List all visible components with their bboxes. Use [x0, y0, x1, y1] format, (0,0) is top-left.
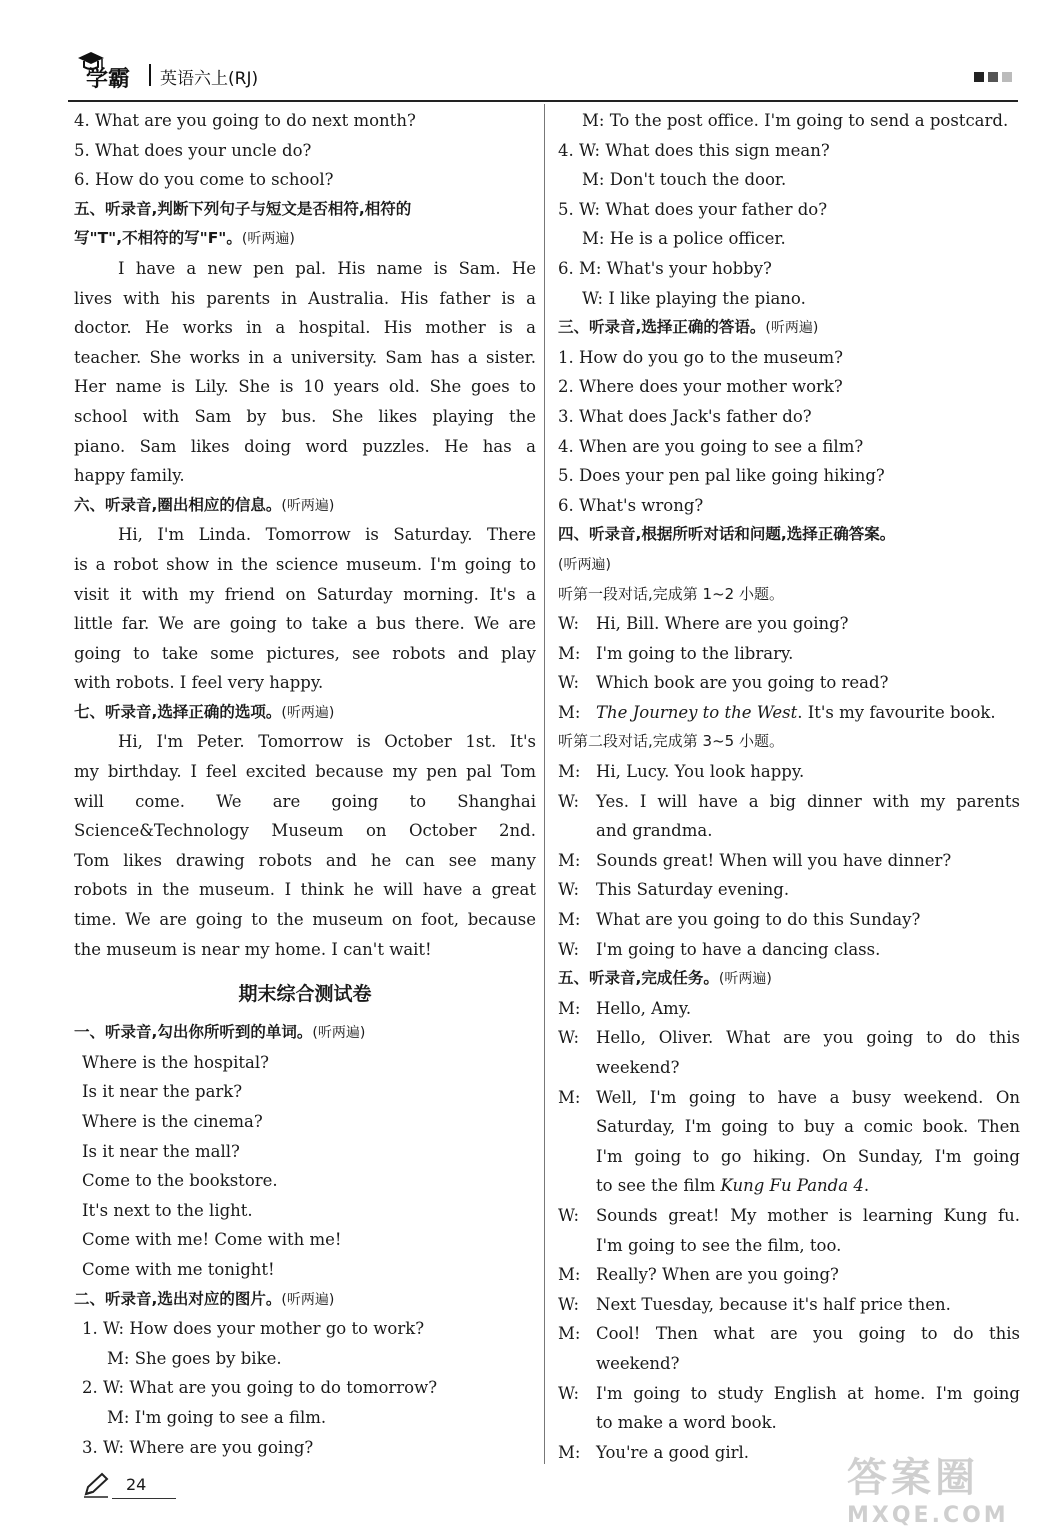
- passage-line: robots in the museum. I think he will have a great: [74, 880, 536, 900]
- dialogue-line: M: Sounds great! When will you have dinner?: [558, 850, 952, 870]
- list-item: 3. W: Where are you going?: [82, 1437, 314, 1457]
- passage-line: lives with his parents in Australia. His father is a: [74, 288, 536, 308]
- list-item: 4. W: What does this sign mean?: [558, 140, 830, 160]
- film-title-italic: Kung Fu Panda 4: [720, 1176, 864, 1196]
- passage-line: doctor. He works in a hospital. His mother is a: [74, 318, 536, 338]
- dialogue-line: M: Hello, Amy.: [558, 998, 692, 1018]
- watermark-cn: 答案圈: [847, 1455, 979, 1501]
- passage-line: time. We are going to the museum on foot, because: [74, 910, 536, 930]
- list-item: M: I'm going to see a film.: [107, 1407, 327, 1427]
- marker-square-3: [1002, 72, 1012, 82]
- section-5-title-2: 写"T",不相符的写"F"。(听两遍): [74, 229, 295, 248]
- exam-section-5-title: 五、听录音,完成任务。(听两遍): [558, 969, 772, 988]
- watermark-en: MXQE.COM: [847, 1503, 1009, 1528]
- exam-title: 期末综合测试卷: [238, 983, 372, 1006]
- list-item: M: He is a police officer.: [582, 229, 786, 249]
- passage-line: school with Sam by bus. She likes playing the: [74, 406, 536, 426]
- marker-square-1: [974, 72, 984, 82]
- list-item: Where is the cinema?: [82, 1112, 263, 1131]
- passage-line: little far. We are going to take a bus there. We are: [74, 614, 536, 634]
- dialogue-line: W: Hi, Bill. Where are you going?: [558, 614, 849, 634]
- passage-line: Her name is Lily. She is 10 years old. She goes to: [74, 377, 536, 397]
- section-5-title: 五、听录音,判断下列句子与短文是否相符,相符的: [74, 199, 412, 218]
- dialogue-line: W: Which book are you going to read?: [558, 673, 889, 693]
- dialogue-intro-1: 听第一段对话,完成第 1~2 小题。: [558, 584, 784, 603]
- dialogue-line: M: The Journey to the West. It's my favourite book.: [558, 702, 996, 722]
- passage-line: visit it with my friend on Saturday morning. It's a: [74, 584, 536, 604]
- passage-line: Science&Technology Museum on October 2nd.: [74, 821, 536, 841]
- list-item: M: To the post office. I'm going to send a postcard.: [582, 111, 1009, 130]
- section-6-passage: [74, 520, 536, 698]
- dialogue-line: W: Next Tuesday, because it's half price then.: [558, 1294, 951, 1314]
- passage-line: my birthday. I feel excited because my pen pal Tom: [74, 762, 536, 782]
- passage-line: is a robot show in the science museum. I'm going to: [74, 554, 536, 574]
- list-item: Come with me! Come with me!: [82, 1230, 342, 1250]
- section-6-title: 六、听录音,圈出相应的信息。(听两遍): [74, 495, 335, 514]
- book-title-italic: The Journey to the West: [596, 702, 798, 722]
- list-item: Where is the hospital?: [82, 1052, 269, 1072]
- list-item: 5. W: What does your father do?: [558, 199, 828, 219]
- passage-line: the museum is near my home. I can't wait!: [74, 939, 432, 959]
- passage-line: will come. We are going to Shanghai: [74, 791, 536, 811]
- list-item: Is it near the mall?: [82, 1141, 240, 1161]
- section-5-passage: [74, 254, 536, 491]
- brand-logo: 学霸: [86, 67, 131, 92]
- passage-line: going to take some pictures, see robots and play: [74, 643, 536, 663]
- list-item: Come to the bookstore.: [82, 1171, 278, 1191]
- list-item: M: She goes by bike.: [107, 1348, 282, 1368]
- dialogue-line: W: I'm going to have a dancing class.: [558, 939, 881, 959]
- section-markers: [974, 72, 1012, 82]
- list-item: M: Don't touch the door.: [582, 170, 787, 190]
- page-footer: [82, 1472, 176, 1502]
- list-item: 6. M: What's your hobby?: [558, 258, 772, 278]
- passage-line: Tom likes drawing robots and he can see many: [74, 850, 536, 870]
- list-item: Come with me tonight!: [82, 1259, 275, 1279]
- passage-line: I have a new pen pal. His name is Sam. He: [118, 258, 536, 278]
- footer-rule: [112, 1498, 176, 1499]
- exam-section-1-title: 一、听录音,勾出你所听到的单词。(听两遍): [74, 1023, 366, 1042]
- passage-line: Hi, I'm Peter. Tomorrow is October 1st. It's: [118, 732, 536, 752]
- section-7-title: 七、听录音,选择正确的选项。(听两遍): [74, 702, 335, 721]
- question-5: 5. What does your uncle do?: [74, 140, 312, 160]
- left-column: [74, 106, 536, 1462]
- exam-section-3-title: 三、听录音,选择正确的答语。(听两遍): [558, 318, 819, 337]
- book-title: 英语六上(RJ): [160, 69, 259, 89]
- header-separator: [149, 64, 151, 86]
- list-item: 6. What's wrong?: [558, 495, 704, 515]
- list-item: 1. W: How does your mother go to work?: [82, 1319, 425, 1339]
- right-column: [558, 106, 1020, 1467]
- marker-square-2: [988, 72, 998, 82]
- dialogue-intro-2: 听第二段对话,完成第 3~5 小题。: [558, 732, 784, 751]
- dialogue-line: W: I'm going to study English at home. I'm going to make a word book.: [558, 1383, 1020, 1433]
- dialogue-line: M: Hi, Lucy. You look happy.: [558, 762, 805, 782]
- dialogue-line: M: Really? When are you going?: [558, 1265, 839, 1285]
- exam-section-4-note: (听两遍): [558, 556, 611, 573]
- dialogue-line: M: I'm going to the library.: [558, 643, 794, 663]
- passage-line: with robots. I feel very happy.: [74, 673, 324, 693]
- column-divider: [544, 104, 545, 1464]
- question-6: 6. How do you come to school?: [74, 170, 334, 190]
- list-item: 3. What does Jack's father do?: [558, 406, 812, 426]
- watermark: [847, 1446, 1037, 1526]
- dialogue-line: W: This Saturday evening.: [558, 880, 790, 900]
- dialogue-line: M: You're a good girl.: [558, 1442, 750, 1462]
- question-4: 4. What are you going to do next month?: [74, 111, 416, 130]
- dialogue-line: M: Well, I'm going to have a busy weekend. On Saturday, I'm going to buy a comic book. Then I'm going to go hiking. On Sunday, I'm going to see the film Kung Fu Panda 4.: [558, 1087, 1020, 1196]
- dialogue-line: W: Hello, Oliver. What are you going to do this weekend?: [558, 1028, 1020, 1077]
- passage-line: teacher. She works in a university. Sam has a sister.: [74, 347, 536, 367]
- dialogue-line: M: What are you going to do this Sunday?: [558, 910, 921, 930]
- header-rule: [68, 100, 1018, 102]
- passage-line: piano. Sam likes doing word puzzles. He has a: [74, 436, 536, 456]
- passage-line: Hi, I'm Linda. Tomorrow is Saturday. There: [118, 525, 536, 545]
- passage-line: happy family.: [74, 466, 185, 486]
- exam-section-2-title: 二、听录音,选出对应的图片。(听两遍): [74, 1289, 335, 1308]
- page-header: [68, 48, 1018, 100]
- section-7-passage: [74, 727, 536, 964]
- list-item: It's next to the light.: [82, 1200, 253, 1220]
- list-item: Is it near the park?: [82, 1082, 243, 1102]
- list-item: 1. How do you go to the museum?: [558, 347, 843, 367]
- dialogue-line: W: Sounds great! My mother is learning Kung fu. I'm going to see the film, too.: [558, 1205, 1020, 1255]
- exam-section-4-title: 四、听录音,根据所听对话和问题,选择正确答案。: [558, 525, 896, 544]
- list-item: 2. Where does your mother work?: [558, 377, 843, 397]
- page-number: 24: [126, 1475, 147, 1494]
- dialogue-line: W: Yes. I will have a big dinner with my parents and grandma.: [558, 791, 1020, 841]
- list-item: 4. When are you going to see a film?: [558, 436, 864, 456]
- list-item: 5. Does your pen pal like going hiking?: [558, 466, 885, 486]
- dialogue-line: M: Cool! Then what are you going to do this weekend?: [558, 1324, 1020, 1373]
- pencil-icon: [82, 1472, 110, 1498]
- list-item: 2. W: What are you going to do tomorrow?: [82, 1378, 438, 1398]
- list-item: W: I like playing the piano.: [582, 288, 806, 308]
